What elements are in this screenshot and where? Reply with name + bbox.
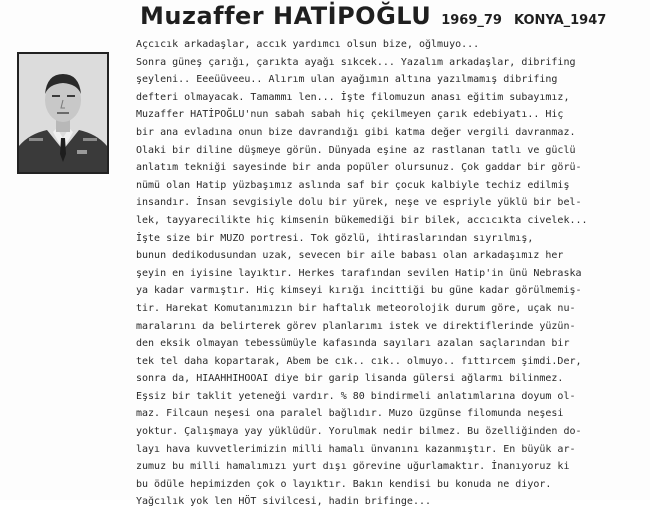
service-years: 1969_79 bbox=[441, 13, 502, 28]
text-line: lek, tayyarecilikte hiç kimsenin bükemediği bir bilek, accıcıkta civelek... bbox=[136, 214, 588, 226]
text-line: bir ana evladına onun bize davrandığı gibi katma değer vergili davranmaz. bbox=[136, 126, 576, 138]
text-line: Açcıcık arkadaşlar, accık yardımcı olsun bize, oğlmuyo... bbox=[136, 39, 480, 50]
text-line: anlatım tekniği sayesinde bir anda popüler olursunuz. Çok gaddar bir görü- bbox=[136, 162, 582, 174]
text-line: şeyin en iyisine layıktır. Herkes tarafından sevilen Hatip'in ünü Nebraska bbox=[136, 267, 582, 279]
text-line: den eksik olmayan tebessümüyle kafasında sayıları azalan saçlarından bir bbox=[136, 338, 570, 350]
text-line: layı hava kuvvetlerimizin milli hamalı ünvanını kazanmıştır. En büyük ar- bbox=[136, 443, 576, 455]
text-line: Sonra güneş çarığı, çarıkta ayağı sıkcek... Yazalım arkadaşlar, dibrifing bbox=[136, 56, 576, 68]
text-line: Eşsiz bir taklit yeteneği vardır. % 80 bindirmeli anlatımlarına doyum ol- bbox=[136, 390, 576, 402]
text-line: maz. Filcaun neşesi ona paralel bağlıdır. Muzo üzgünse filomunda neşesi bbox=[136, 408, 564, 420]
text-line: tir. Harekat Komutanımızın bir haftalık meteorolojik durum göre, uçak nu- bbox=[136, 302, 576, 314]
text-line: tek tel daha kopartarak, Abem be cık.. cık.. olmuyo.. fıttırcem şimdi.Der, bbox=[136, 355, 582, 367]
text-line: İşte size bir MUZO portresi. Tok gözlü, ihtiraslarından sıyrılmış, bbox=[136, 232, 540, 244]
text-line: bunun dedikodusundan uzak, sevecen bir aile babası olan arkadaşımız her bbox=[136, 250, 564, 262]
text-line: ya kadar varmıştır. Hiç kimseyi kırığı incittiği bu güne kadar görülmemiş- bbox=[136, 285, 582, 297]
text-line: sonra da, HIAAHHIHOOAI diye bir garip lisanda gülersi ağlarmı bilinmez. bbox=[136, 373, 564, 385]
text-line: şeyleni.. Eeeüüveeu.. Alırım ulan ayağımın altına yazılmamış dibrifing bbox=[136, 74, 558, 86]
text-line: nümü olan Hatip yüzbaşımız aslında saf bir çocuk kalbiyle techiz edilmiş bbox=[136, 179, 570, 191]
text-line: maralarını da belirterek görev planlarımı istek ve direktiflerinde yüzün- bbox=[136, 320, 576, 332]
text-line: insandır. İnsan sevgisiyle dolu bir yürek, neşe ve espriyle yüklü bir bel- bbox=[136, 197, 582, 209]
text-line: Yağcılık yok len HÖT sivilcesi, hadin brifinge... bbox=[136, 496, 432, 508]
text-line: Olaki bir diline düşmeye görün. Dünyada eşine az rastlanan tatlı ve güclü bbox=[136, 144, 576, 156]
birthplace-year: KONYA_1947 bbox=[513, 13, 607, 28]
header bbox=[140, 2, 606, 30]
text-line: Muzaffer HATİPOĞLU'nun sabah sabah hiç çekilmeyen çarık edebiyatı.. Hiç bbox=[136, 109, 564, 121]
text-line: bu ödüle hepimizden çok o layıktır. Bakın kendisi bu konuda ne diyor. bbox=[136, 478, 552, 490]
text-line: yoktur. Çalışmaya yay yüklüdür. Yorulmak nedir bilmez. Bu özelliğinden do- bbox=[136, 426, 582, 438]
person-name: Muzaffer HATİPOĞLU bbox=[140, 2, 432, 30]
text-line: zumuz bu milli hamalımızı yurt dışı görevine uğurlamaktır. İnanıyoruz ki bbox=[136, 461, 570, 473]
text-line: defteri olmayacak. Tamammı len... İşte filomuzun anası eğitim subayımız, bbox=[136, 91, 570, 103]
biography-text bbox=[0, 36, 650, 511]
